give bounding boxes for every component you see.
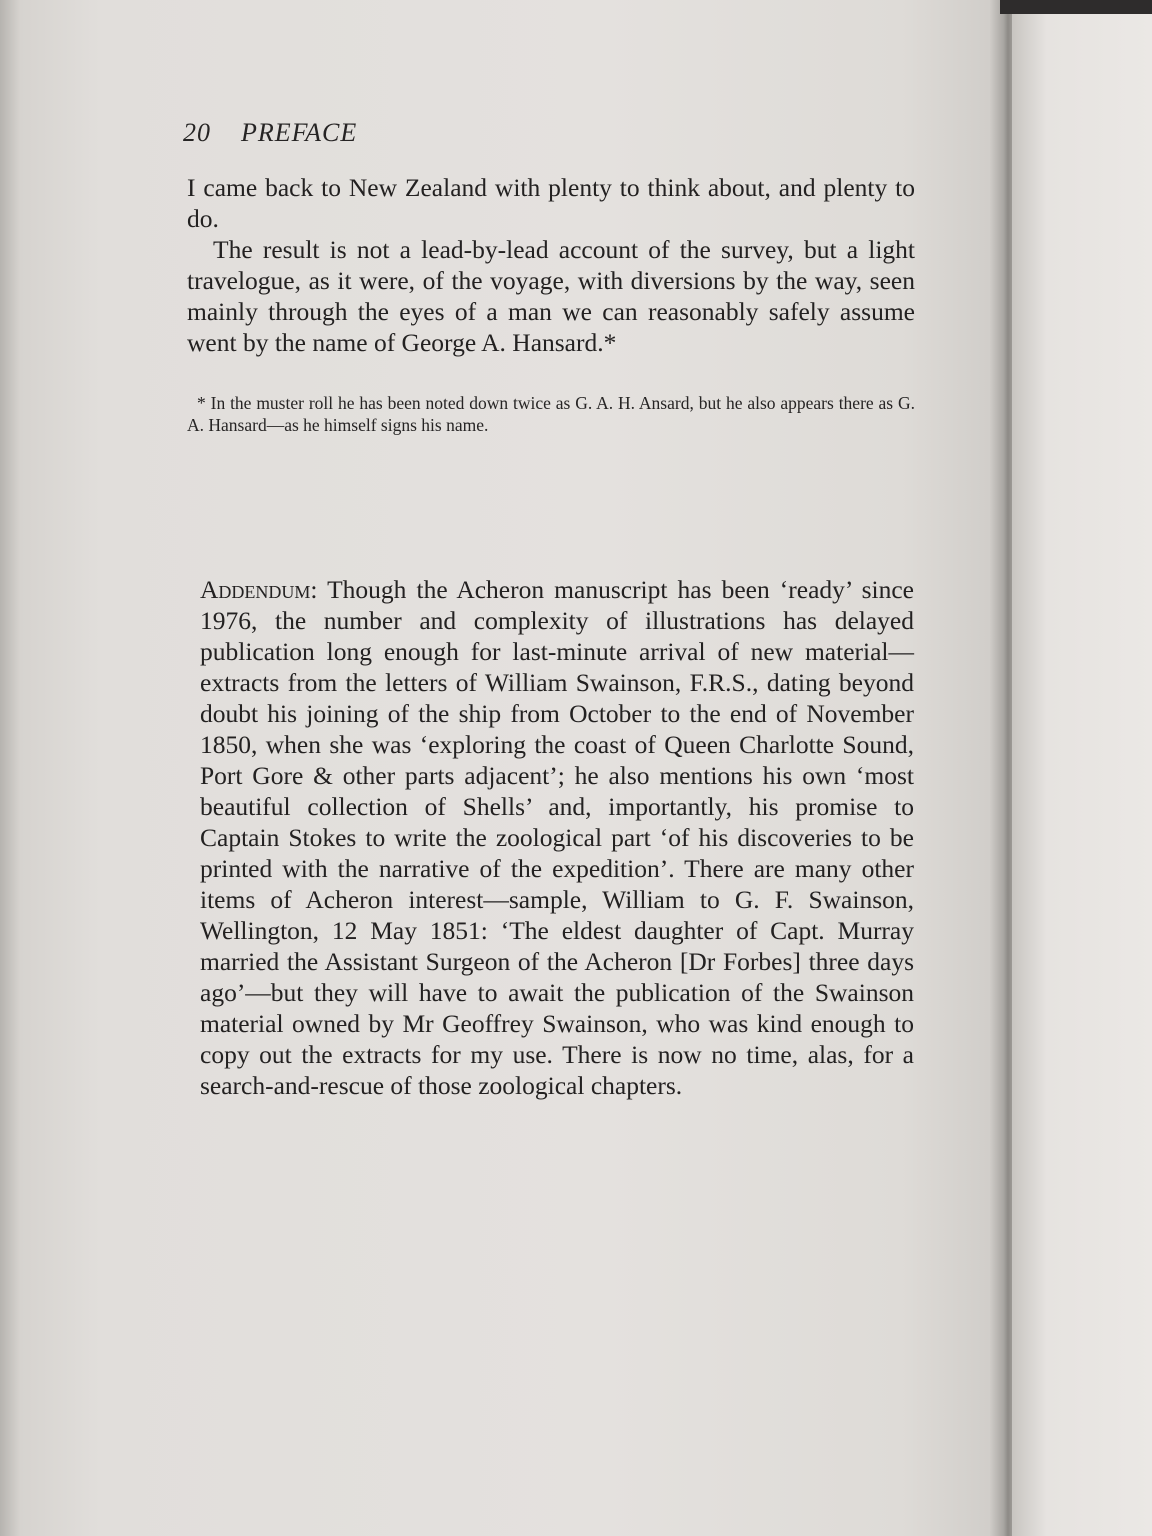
paragraph: I came back to New Zealand with plenty to think about, and plenty to do.	[187, 173, 915, 233]
footnote: * In the muster roll he has been noted down twice as G. A. H. Ansard, but he also appears there as G. A. Hansard—as he himself signs his name.	[187, 393, 915, 435]
book-cover-edge	[1000, 0, 1152, 14]
running-header	[183, 118, 357, 148]
page-number: 20	[183, 118, 211, 147]
addendum-label: Addendum:	[200, 575, 318, 604]
right-page	[1012, 0, 1152, 1536]
chapter-title: PREFACE	[241, 118, 358, 147]
addendum-paragraph	[200, 574, 914, 1101]
paragraph: The result is not a lead-by-lead account of the survey, but a light travelogue, as it were, of the voyage, with diversions by the way, seen mainly through the eyes of a man we can reasonably safely assume went by the name of George A. Hansard.*	[187, 235, 915, 357]
addendum-text: Though the Acheron manuscript has been ‘ready’ since 1976, the number and complexity of illustrations has delayed publication long enough for last-minute arrival of new material—extracts from the letters of William Swainson, F.R.S., dating beyond doubt his joining of the ship from October to the end of November 1850, when she was ‘exploring the coast of Queen Charlotte Sound, Port Gore & other parts adjacent’; he also mentions his own ‘most beautiful collection of Shells’ and, importantly, his promise to Captain Stokes to write the zoological part ‘of his discoveries to be printed with the narrative of the expedition’. There are many other items of Acheron interest—sample, William to G. F. Swainson, Wellington, 12 May 1851: ‘The eldest daughter of Capt. Murray married the Assistant Surgeon of the Acheron [Dr Forbes] three days ago’—but they will have to await the publication of the Swainson material owned by Mr Geoffrey Swainson, who was kind enough to copy out the extracts for my use. There is now no time, alas, for a search-and-rescue of those zoological chapters.	[200, 575, 914, 1100]
body-paragraphs	[187, 172, 915, 358]
